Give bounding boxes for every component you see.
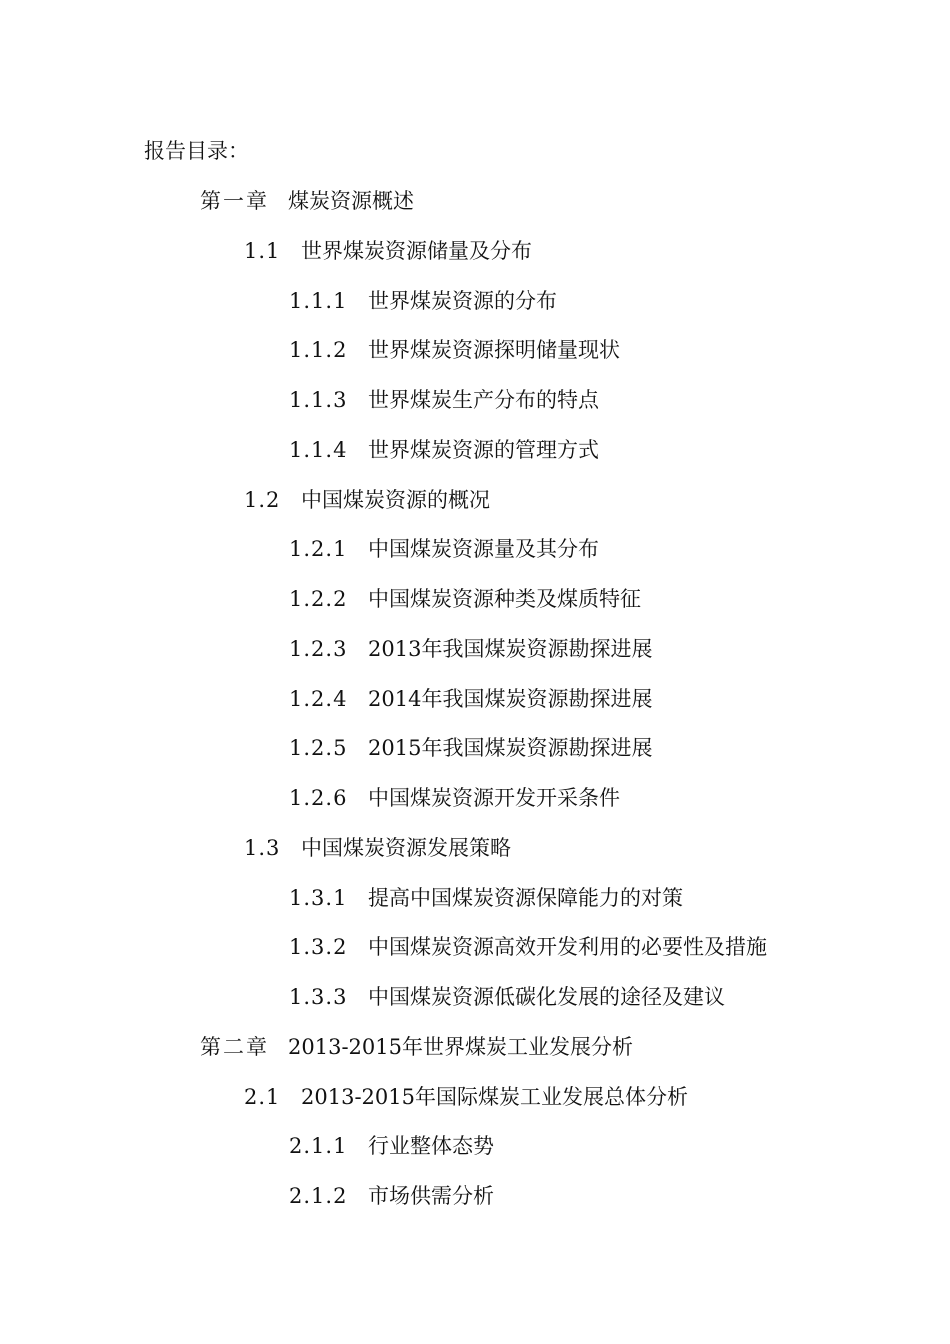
toc-subsection[interactable] [0,782,950,832]
toc-number: 1.1.2 [289,338,348,363]
toc-number: 1.3.2 [289,935,348,960]
toc-title: 世界煤炭资源的分布 [368,288,557,313]
toc-subsection[interactable] [0,434,950,484]
toc-number: 第二章 [200,1034,269,1059]
toc-chapter[interactable] [0,185,950,235]
toc-title: 煤炭资源概述 [288,189,414,213]
toc-heading: 报告目录： [144,139,249,163]
toc-title: 世界煤炭资源的管理方式 [368,437,599,462]
toc-number: 1.2.3 [289,636,348,661]
toc-section[interactable] [0,484,950,534]
toc-number: 第一章 [200,189,269,213]
toc-chapter[interactable] [0,1031,950,1081]
toc-title: 提高中国煤炭资源保障能力的对策 [368,885,683,910]
toc-subsection[interactable] [0,981,950,1031]
toc-number: 1.1.3 [289,388,348,412]
toc-section[interactable] [0,1081,950,1131]
toc-title: 2013年我国煤炭资源勘探进展 [368,636,653,661]
toc-title: 市场供需分析 [368,1184,494,1208]
toc-title: 中国煤炭资源高效开发利用的必要性及措施 [368,935,767,960]
toc-title: 2013-2015年世界煤炭工业发展分析 [288,1034,633,1059]
toc-section[interactable] [0,832,950,882]
toc-number: 1.2.2 [289,587,348,611]
toc-number: 1.2.1 [289,537,348,562]
toc-number: 1.2.4 [289,686,348,711]
toc-number: 1.2.5 [289,736,348,761]
toc-number: 1.2.6 [289,786,348,810]
toc-number: 2.1.1 [289,1134,348,1159]
toc-subsection[interactable] [0,1180,950,1230]
toc-section[interactable] [0,235,950,285]
toc-subsection[interactable] [0,931,950,981]
toc-title: 中国煤炭资源种类及煤质特征 [368,587,641,611]
toc-number: 1.2 [244,487,281,512]
toc-number: 2.1.2 [289,1184,348,1208]
toc-title: 2015年我国煤炭资源勘探进展 [368,736,653,761]
toc-subsection[interactable] [0,533,950,583]
toc-title: 中国煤炭资源量及其分布 [368,537,599,562]
toc-number: 1.3.3 [289,985,348,1009]
toc-title: 世界煤炭资源探明储量现状 [368,338,620,363]
toc-number: 1.1.4 [289,437,348,462]
toc-subsection[interactable] [0,633,950,683]
toc-title: 中国煤炭资源开发开采条件 [368,786,620,810]
toc-title: 世界煤炭资源储量及分布 [301,238,532,263]
table-of-contents [0,185,950,1230]
toc-title: 2013-2015年国际煤炭工业发展总体分析 [301,1084,688,1109]
toc-title: 2014年我国煤炭资源勘探进展 [368,686,653,711]
toc-number: 1.3 [244,835,281,860]
toc-title: 行业整体态势 [368,1134,494,1159]
toc-subsection[interactable] [0,882,950,932]
toc-number: 2.1 [244,1084,281,1109]
toc-number: 1.1 [244,238,281,263]
toc-number: 1.3.1 [289,885,348,910]
toc-title: 中国煤炭资源的概况 [301,487,490,512]
toc-subsection[interactable] [0,1130,950,1180]
toc-subsection[interactable] [0,334,950,384]
toc-subsection[interactable] [0,285,950,335]
toc-subsection[interactable] [0,683,950,733]
toc-number: 1.1.1 [289,288,348,313]
toc-title: 世界煤炭生产分布的特点 [368,388,599,412]
toc-title: 中国煤炭资源发展策略 [301,835,511,860]
toc-title: 中国煤炭资源低碳化发展的途径及建议 [368,985,725,1009]
toc-subsection[interactable] [0,384,950,434]
toc-subsection[interactable] [0,732,950,782]
toc-subsection[interactable] [0,583,950,633]
